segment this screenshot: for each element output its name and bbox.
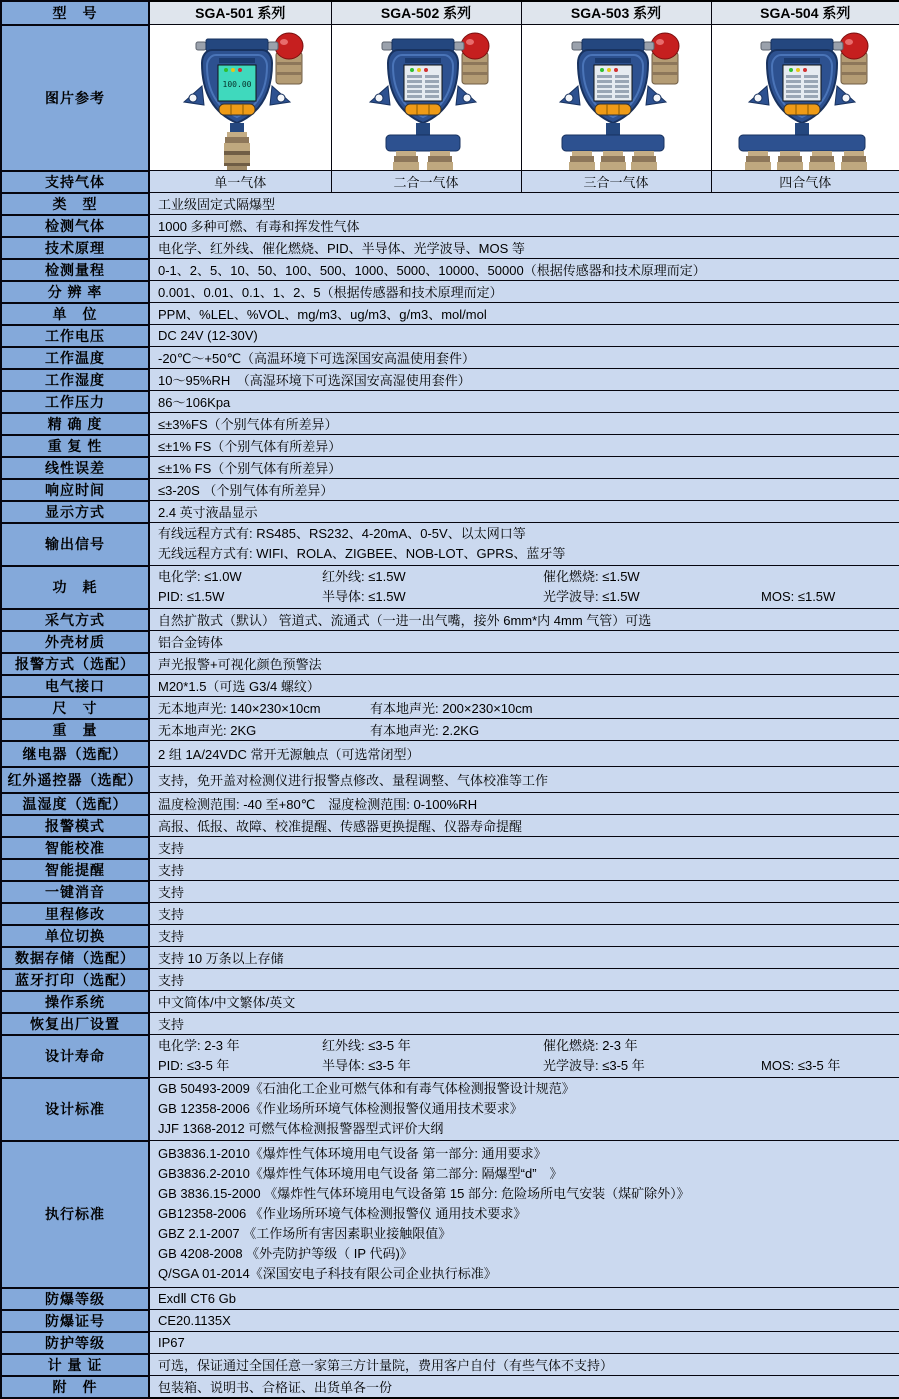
gas-type-sga-501: 单一气体 — [149, 171, 331, 193]
spec-row — [1, 303, 899, 325]
value-seg: 光学波导: ≤1.5W — [543, 589, 640, 604]
value-seg: 无本地声光: 2KG — [158, 723, 257, 738]
gas-type-sga-502: 二合一气体 — [331, 171, 521, 193]
value-seg: 半导体: ≤3-5 年 — [322, 1058, 411, 1073]
device-image-cell — [331, 25, 521, 171]
value-seg: MOS: ≤1.5W — [761, 589, 836, 604]
spec-value: M20*1.5（可选 G3/4 螺纹） — [149, 675, 899, 697]
spec-row — [1, 793, 899, 815]
spec-row — [1, 697, 899, 719]
spec-value — [149, 523, 899, 566]
spec-row — [1, 1078, 899, 1141]
sensor-manifold — [386, 135, 460, 151]
spec-row — [1, 1376, 899, 1399]
spec-value: 电化学、红外线、催化燃烧、PID、半导体、光学波导、MOS 等 — [149, 237, 899, 259]
spec-label: 温湿度（选配） — [1, 793, 149, 815]
value-line: GB12358-2006 《作业场所环境气体检测报警仪 通用技术要求》 — [158, 1206, 527, 1221]
spec-value: ≤±3%FS（个别气体有所差异） — [149, 413, 899, 435]
spec-label: 操作系统 — [1, 991, 149, 1013]
spec-label: 单位切换 — [1, 925, 149, 947]
spec-row — [1, 631, 899, 653]
value-line: GB3836.2-2010《爆炸性气体环境用电气设备 第二部分: 隔爆型“d” 》 — [158, 1166, 563, 1181]
spec-row — [1, 1332, 899, 1354]
spec-row — [1, 523, 899, 566]
screen-reading: 100.00 — [222, 79, 252, 89]
spec-value: 工业级固定式隔爆型 — [149, 193, 899, 215]
spec-label: 数据存储（选配） — [1, 947, 149, 969]
spec-label: 重 量 — [1, 719, 149, 741]
spec-value: 包装箱、说明书、合格证、出货单各一份 — [149, 1376, 899, 1399]
spec-value: IP67 — [149, 1332, 899, 1354]
value-seg: 红外线: ≤3-5 年 — [322, 1038, 411, 1053]
value-line: 有线远程方式有: RS485、RS232、4-20mA、0-5V、以太网口等 — [158, 526, 526, 541]
spec-value: 支持 — [149, 925, 899, 947]
spec-value: 铝合金铸体 — [149, 631, 899, 653]
spec-row — [1, 947, 899, 969]
spec-label: 智能校准 — [1, 837, 149, 859]
spec-label: 尺 寸 — [1, 697, 149, 719]
value-seg: 催化燃烧: ≤1.5W — [543, 569, 640, 584]
value-seg: PID: ≤1.5W — [158, 589, 225, 604]
spec-value: 支持 — [149, 969, 899, 991]
spec-row — [1, 881, 899, 903]
spec-value: 2 组 1A/24VDC 常开无源触点（可选常闭型） — [149, 741, 899, 767]
spec-label: 报警模式 — [1, 815, 149, 837]
spec-value: 0-1、2、5、10、50、100、500、1000、5000、10000、50000（根据传感器和技术原理而定） — [149, 259, 899, 281]
spec-label: 防爆证号 — [1, 1310, 149, 1332]
spec-value — [149, 1141, 899, 1288]
spec-row — [1, 435, 899, 457]
spec-row — [1, 741, 899, 767]
spec-value: 支持 — [149, 1013, 899, 1035]
spec-row — [1, 259, 899, 281]
spec-row — [1, 347, 899, 369]
value-seg: 光学波导: ≤3-5 年 — [543, 1058, 645, 1073]
spec-row — [1, 391, 899, 413]
spec-value: 支持 — [149, 881, 899, 903]
spec-value: 中文简体/中文繁体/英文 — [149, 991, 899, 1013]
spec-label: 电气接口 — [1, 675, 149, 697]
spec-label: 继电器（选配） — [1, 741, 149, 767]
device-image-sga-502 — [346, 28, 506, 170]
spec-label: 响应时间 — [1, 479, 149, 501]
spec-label: 执行标准 — [1, 1141, 149, 1288]
spec-label: 输出信号 — [1, 523, 149, 566]
spec-row — [1, 193, 899, 215]
spec-value: 自然扩散式（默认） 管道式、流通式（一进一出气嘴，接外 6mm*内 4mm 气管）可选 — [149, 609, 899, 631]
spec-label: 重 复 性 — [1, 435, 149, 457]
spec-row — [1, 1354, 899, 1376]
spec-label: 采气方式 — [1, 609, 149, 631]
spec-label: 工作压力 — [1, 391, 149, 413]
spec-row — [1, 969, 899, 991]
spec-value: ≤3-20S （个别气体有所差异） — [149, 479, 899, 501]
value-seg: 有本地声光: 2.2KG — [370, 723, 480, 738]
device-image-sga-504 — [725, 28, 885, 170]
spec-label: 单 位 — [1, 303, 149, 325]
spec-row — [1, 1035, 899, 1078]
spec-row — [1, 925, 899, 947]
device-image-cell — [711, 25, 899, 171]
value-seg: PID: ≤3-5 年 — [158, 1058, 230, 1073]
spec-value: 支持 — [149, 859, 899, 881]
header-label: 型 号 — [1, 1, 149, 25]
spec-value: CE20.1135X — [149, 1310, 899, 1332]
value-seg: MOS: ≤3-5 年 — [761, 1058, 841, 1073]
spec-value: 86～106Kpa — [149, 391, 899, 413]
value-seg: 半导体: ≤1.5W — [322, 589, 406, 604]
spec-value: 温度检测范围: -40 至+80℃ 湿度检测范围: 0-100%RH — [149, 793, 899, 815]
spec-row — [1, 1310, 899, 1332]
value-seg: 有本地声光: 200×230×10cm — [370, 701, 533, 716]
spec-label: 防护等级 — [1, 1332, 149, 1354]
model-name-sga-501: SGA-501 系列 — [149, 1, 331, 25]
spec-value: PPM、%LEL、%VOL、mg/m3、ug/m3、g/m3、mol/mol — [149, 303, 899, 325]
spec-label: 工作温度 — [1, 347, 149, 369]
gas-type-sga-503: 三合一气体 — [521, 171, 711, 193]
spec-label: 蓝牙打印（选配） — [1, 969, 149, 991]
image-row-label: 图片参考 — [1, 25, 149, 171]
spec-value: ExdⅡ CT6 Gb — [149, 1288, 899, 1310]
spec-label: 工作湿度 — [1, 369, 149, 391]
spec-value: ≤±1% FS（个别气体有所差异） — [149, 457, 899, 479]
spec-label: 支持气体 — [1, 171, 149, 193]
spec-label: 计 量 证 — [1, 1354, 149, 1376]
spec-value: 声光报警+可视化颜色预警法 — [149, 653, 899, 675]
spec-row — [1, 1141, 899, 1288]
spec-row — [1, 479, 899, 501]
spec-row — [1, 237, 899, 259]
spec-value: 可选，保证通过全国任意一家第三方计量院，费用客户自付（有些气体不支持） — [149, 1354, 899, 1376]
spec-label: 精 确 度 — [1, 413, 149, 435]
spec-value: 2.4 英寸液晶显示 — [149, 501, 899, 523]
spec-value: 支持 — [149, 903, 899, 925]
spec-label: 里程修改 — [1, 903, 149, 925]
value-line — [158, 587, 891, 607]
spec-value: 10～95%RH （高湿环境下可选深国安高湿使用套件） — [149, 369, 899, 391]
model-header-row — [1, 1, 899, 25]
value-seg: 催化燃烧: 2-3 年 — [543, 1038, 638, 1053]
model-name-sga-502: SGA-502 系列 — [331, 1, 521, 25]
value-seg: 无本地声光: 140×230×10cm — [158, 701, 321, 716]
value-seg: 电化学: 2-3 年 — [158, 1038, 240, 1053]
value-line: GB 50493-2009《石油化工企业可燃气体和有毒气体检测报警设计规范》 — [158, 1081, 575, 1096]
sensor-manifold — [739, 135, 865, 151]
spec-label: 防爆等级 — [1, 1288, 149, 1310]
value-line: Q/SGA 01-2014《深国安电子科技有限公司企业执行标准》 — [158, 1266, 497, 1281]
gas-type-sga-504: 四合气体 — [711, 171, 899, 193]
spec-value — [149, 566, 899, 609]
spec-value — [149, 1035, 899, 1078]
sensor-manifold — [562, 135, 664, 151]
spec-row — [1, 675, 899, 697]
spec-row — [1, 369, 899, 391]
spec-value: DC 24V (12-30V) — [149, 325, 899, 347]
spec-row — [1, 859, 899, 881]
device-image-sga-503 — [536, 28, 696, 170]
spec-row — [1, 1013, 899, 1035]
spec-label: 恢复出厂设置 — [1, 1013, 149, 1035]
spec-label: 功 耗 — [1, 566, 149, 609]
spec-row — [1, 215, 899, 237]
spec-row — [1, 281, 899, 303]
value-line: GB 3836.15-2000 《爆炸性气体环境用电气设备第 15 部分: 危险场所电气安装（煤矿除外）》 — [158, 1186, 690, 1201]
spec-value: 支持 — [149, 837, 899, 859]
spec-value: 1000 多种可燃、有毒和挥发性气体 — [149, 215, 899, 237]
spec-label: 类 型 — [1, 193, 149, 215]
spec-label: 报警方式（选配） — [1, 653, 149, 675]
spec-row — [1, 767, 899, 793]
spec-value: ≤±1% FS（个别气体有所差异） — [149, 435, 899, 457]
value-line: JJF 1368-2012 可燃气体检测报警器型式评价大纲 — [158, 1121, 444, 1136]
spec-label: 一键消音 — [1, 881, 149, 903]
spec-value: 支持，免开盖对检测仪进行报警点修改、量程调整、气体校准等工作 — [149, 767, 899, 793]
value-seg: 电化学: ≤1.0W — [158, 569, 242, 584]
spec-label: 线性误差 — [1, 457, 149, 479]
value-line — [158, 1056, 891, 1076]
spec-row — [1, 837, 899, 859]
spec-label: 检测量程 — [1, 259, 149, 281]
spec-row — [1, 413, 899, 435]
device-image-sga-501 — [160, 28, 320, 170]
model-name-sga-504: SGA-504 系列 — [711, 1, 899, 25]
spec-row — [1, 815, 899, 837]
value-line — [158, 1036, 891, 1056]
spec-label: 分 辨 率 — [1, 281, 149, 303]
spec-row — [1, 903, 899, 925]
spec-row — [1, 609, 899, 631]
spec-row — [1, 653, 899, 675]
value-line: GBZ 2.1-2007 《工作场所有害因素职业接触限值》 — [158, 1226, 452, 1241]
spec-label: 显示方式 — [1, 501, 149, 523]
value-seg: 红外线: ≤1.5W — [322, 569, 406, 584]
value-line: GB 12358-2006《作业场所环境气体检测报警仪通用技术要求》 — [158, 1101, 523, 1116]
model-name-sga-503: SGA-503 系列 — [521, 1, 711, 25]
spec-row — [1, 501, 899, 523]
spec-row — [1, 991, 899, 1013]
spec-row — [1, 1288, 899, 1310]
spec-label: 工作电压 — [1, 325, 149, 347]
spec-label: 外壳材质 — [1, 631, 149, 653]
value-line: GB 4208-2008 《外壳防护等级（ IP 代码)》 — [158, 1246, 413, 1261]
value-line: 无线远程方式有: WIFI、ROLA、ZIGBEE、NOB-LOT、GPRS、蓝牙等 — [158, 546, 566, 561]
spec-value: 0.001、0.01、0.1、1、2、5（根据传感器和技术原理而定） — [149, 281, 899, 303]
spec-label: 设计标准 — [1, 1078, 149, 1141]
spec-value: -20℃～+50℃（高温环境下可选深国安高温使用套件） — [149, 347, 899, 369]
device-image-cell — [149, 25, 331, 171]
spec-label: 附 件 — [1, 1376, 149, 1399]
value-line — [158, 567, 891, 587]
spec-label: 检测气体 — [1, 215, 149, 237]
spec-label: 红外遥控器（选配） — [1, 767, 149, 793]
image-row — [1, 25, 899, 171]
spec-row — [1, 719, 899, 741]
spec-label: 智能提醒 — [1, 859, 149, 881]
spec-value — [149, 1078, 899, 1141]
spec-label: 技术原理 — [1, 237, 149, 259]
spec-label: 设计寿命 — [1, 1035, 149, 1078]
spec-row — [1, 457, 899, 479]
device-image-cell — [521, 25, 711, 171]
spec-value: 支持 10 万条以上存储 — [149, 947, 899, 969]
supported-gas-row — [1, 171, 899, 193]
spec-row — [1, 566, 899, 609]
spec-value: 高报、低报、故障、校准提醒、传感器更换提醒、仪器寿命提醒 — [149, 815, 899, 837]
value-line: GB3836.1-2010《爆炸性气体环境用电气设备 第一部分: 通用要求》 — [158, 1146, 547, 1161]
spec-value — [149, 697, 899, 719]
spec-value — [149, 719, 899, 741]
spec-row — [1, 325, 899, 347]
